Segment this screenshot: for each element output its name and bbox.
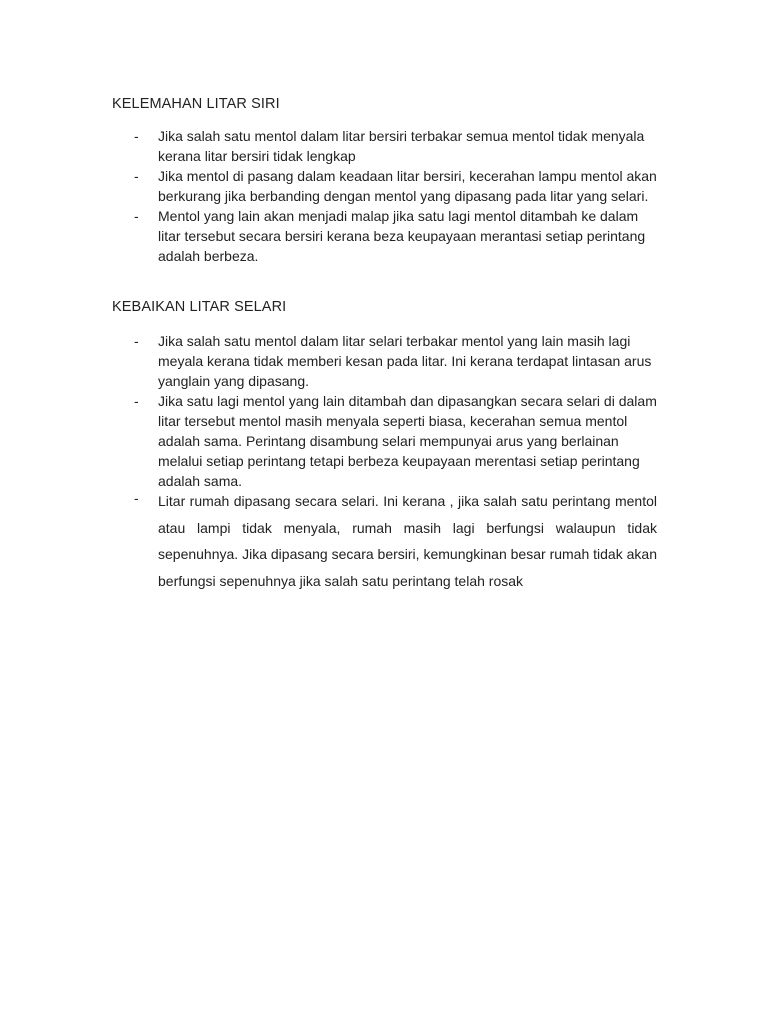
list-item-text: Jika mentol di pasang dalam keadaan litar bersiri, kecerahan lampu mentol akan berkurang jika berbanding dengan mentol yang dipasang pada litar yang selari. [158,168,657,204]
bullet-dash: - [134,168,139,184]
list-item [112,391,657,491]
list-item-text: Mentol yang lain akan menjadi malap jika satu lagi mentol ditambah ke dalam litar tersebut secara bersiri kerana beza keupayaan merantasi setiap perintang adalah berbeza. [158,208,646,264]
list-item [112,206,657,266]
list-kebaikan-litar-selari [112,331,657,594]
bullet-dash: - [134,333,139,349]
list-item-text: Jika salah satu mentol dalam litar bersiri terbakar semua mentol tidak menyala kerana litar bersiri tidak lengkap [158,128,645,164]
list-item-text: Jika salah satu mentol dalam litar selari terbakar mentol yang lain masih lagi meyala kerana tidak memberi kesan pada litar. Ini kerana terdapat lintasan arus yanglain yang dipasang. [158,333,652,389]
bullet-dash: - [134,393,139,409]
list-kelemahan-litar-siri [112,126,657,266]
heading-kebaikan-litar-selari: KEBAIKAN LITAR SELARI [112,299,287,315]
list-item [112,166,657,206]
list-item-text: Litar rumah dipasang secara selari. Ini kerana , jika salah satu perintang mentol atau lampi tidak menyala, rumah masih lagi berfungsi walaupun tidak sepenuhnya. Jika dipasang secara bersiri, kemungkinan besar rumah tidak akan berfungsi sepenuhnya jika salah satu perintang telah rosak [158,493,657,589]
list-item-text: Jika satu lagi mentol yang lain ditambah dan dipasangkan secara selari di dalam litar tersebut mentol masih menyala seperti biasa, kecerahan semua mentol adalah sama. Perintang disambung selari mempunyai arus yang berlainan melalui setiap perintang tetapi berbeza keupayaan merentasi setiap perintang adalah sama. [158,393,657,489]
bullet-dash: - [134,490,139,506]
list-item [112,331,657,391]
heading-kelemahan-litar-siri: KELEMAHAN LITAR SIRI [112,96,280,112]
list-item [112,488,657,594]
bullet-dash: - [134,208,139,224]
list-item [112,126,657,166]
bullet-dash: - [134,128,139,144]
